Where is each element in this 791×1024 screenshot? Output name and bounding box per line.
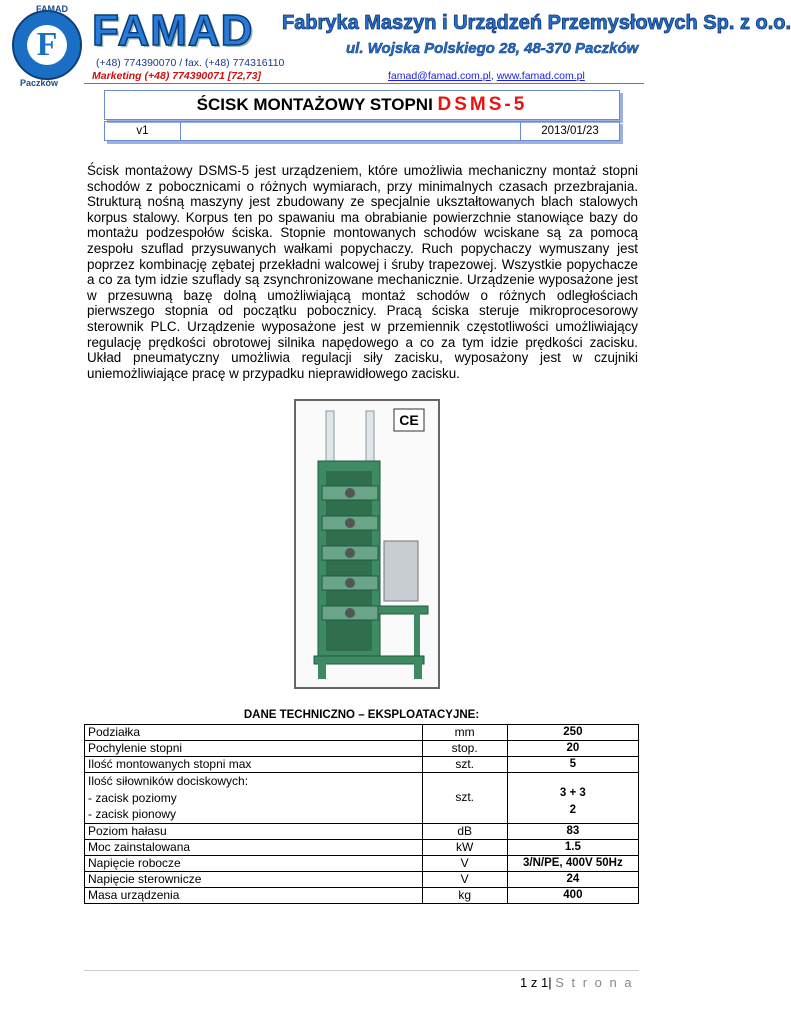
- company-name: Fabryka Maszyn i Urządzeń Przemysłowych Sp. z o.o.: [282, 12, 791, 34]
- doc-title: ŚCISK MONTAŻOWY STOPNI: [196, 95, 438, 114]
- spec-name: Moc zainstalowana: [85, 839, 423, 855]
- table-row: [85, 741, 639, 757]
- table-row: [85, 887, 639, 903]
- spec-name: [85, 773, 423, 824]
- spec-value: 5: [507, 757, 638, 773]
- footer-divider: [84, 970, 639, 971]
- table-row: [85, 725, 639, 741]
- table-row: [85, 773, 639, 824]
- spec-value: [507, 773, 638, 824]
- clamp-vertical-value: 2: [569, 803, 577, 816]
- spec-unit: dB: [422, 823, 507, 839]
- spec-unit: mm: [422, 725, 507, 741]
- spec-value: 250: [507, 725, 638, 741]
- brand-name: FAMAD: [92, 6, 254, 55]
- page-number: 1 z 1: [520, 975, 549, 990]
- spec-value: 1.5: [507, 839, 638, 855]
- header-divider: [84, 83, 644, 84]
- spec-name: Pochylenie stopni: [85, 741, 423, 757]
- spec-value: 400: [507, 887, 638, 903]
- logo-letter: F: [27, 25, 67, 65]
- spec-unit: kg: [422, 887, 507, 903]
- spec-name: Podziałka: [85, 725, 423, 741]
- famad-logo: [12, 10, 82, 80]
- table-row: [85, 823, 639, 839]
- spec-name: Poziom hałasu: [85, 823, 423, 839]
- logo-bottom-text: Paczków: [20, 78, 59, 88]
- clamp-vertical: - zacisk pionowy: [88, 807, 177, 821]
- company-address: ul. Wojska Polskiego 28, 48-370 Paczków: [346, 40, 639, 57]
- spec-value: 3/N/PE, 400V 50Hz: [507, 855, 638, 871]
- spec-unit: szt.: [422, 757, 507, 773]
- email-link[interactable]: famad@famad.com.pl: [388, 70, 491, 82]
- spec-value: 24: [507, 871, 638, 887]
- spec-name: Masa urządzenia: [85, 887, 423, 903]
- table-row: [85, 871, 639, 887]
- description-paragraph: Ścisk montażowy DSMS-5 jest urządzeniem, które umożliwia mechaniczny montaż stopni schodów z pobocznicami o różnych wymiarach, przy minimalnych czasach przezbrajania. Strukturą nośną maszyny jest zbudowany ze specjalnie ukształtowanych blach stalowych korpus stalowy. Korpus ten po spawaniu ma obrabianie powierzchnie stanowiące bazy do montażu podzespołów ściska. Stopnie montowanych schodów wciskane są za pomocą zespołu szuflad przysuwanych wałkami popychaczy. Ruch popychaczy wymuszany jest poprzez kombinację zębatej przekładni walcowej i śruby trapezowej. Wszystkie popychacze a co za tym idzie szuflady są zsynchronizowane mechanicznie. Urządzenie wyposażone jest w przesuwną bazę dolną umożliwiającą montaż schodów o różnych odległościach pierwszego stopnia od początku pobocznicy. Pracą ściska steruje mikroprocesorowy sterownik PLC. Urządzenie wyposażone jest w przemiennik częstotliwości umożliwiający regulację prędkości obrotowej silnika napędowego a co za tym idzie prędkości zacisku. Układ pneumatyczny umożliwia regulacji siły zacisku, wyposażony jest w czujniki uniemożliwiające pracę w przypadku nieprawidłowego zacisku.: [87, 163, 638, 381]
- link-separator: ,: [490, 70, 497, 82]
- spec-table: [84, 724, 639, 904]
- machine-photo: [294, 399, 440, 689]
- doc-date: 2013/01/23: [520, 122, 619, 140]
- spec-unit: V: [422, 855, 507, 871]
- title-box: [104, 90, 620, 120]
- footer-separator: |: [548, 975, 556, 990]
- page-label: S t r o n a: [555, 975, 634, 990]
- website-link[interactable]: www.famad.com.pl: [496, 70, 585, 82]
- product-code: DSMS-5: [437, 94, 528, 115]
- doc-version: v1: [105, 122, 181, 140]
- clamp-title: Ilość siłowników dociskowych:: [88, 774, 249, 788]
- clamp-horizontal: - zacisk poziomy: [88, 790, 177, 805]
- logo-top-text: FAMAD: [36, 4, 68, 14]
- clamp-horizontal-value: 3 + 3: [559, 787, 586, 800]
- table-row: [85, 839, 639, 855]
- spec-unit: kW: [422, 839, 507, 855]
- table-row: [85, 757, 639, 773]
- page-footer: [520, 975, 634, 990]
- contact-links: [388, 70, 585, 82]
- version-box: [104, 121, 620, 141]
- spec-name: Napięcie robocze: [85, 855, 423, 871]
- table-row: [85, 855, 639, 871]
- spec-unit: stop.: [422, 741, 507, 757]
- ce-mark: CE: [399, 412, 419, 428]
- machine-illustration: [296, 401, 438, 687]
- spec-unit: szt.: [422, 773, 507, 824]
- phone-fax: (+48) 774390070 / fax. (+48) 774316110: [96, 57, 285, 69]
- spec-value: 83: [507, 823, 638, 839]
- spec-name: Ilość montowanych stopni max: [85, 757, 423, 773]
- spec-table-title: DANE TECHNICZNO – EKSPLOATACYJNE:: [243, 709, 480, 721]
- spec-name: Napięcie sterownicze: [85, 871, 423, 887]
- spec-unit: V: [422, 871, 507, 887]
- spec-value: 20: [507, 741, 638, 757]
- marketing-phone: Marketing (+48) 774390071 [72,73]: [92, 70, 261, 82]
